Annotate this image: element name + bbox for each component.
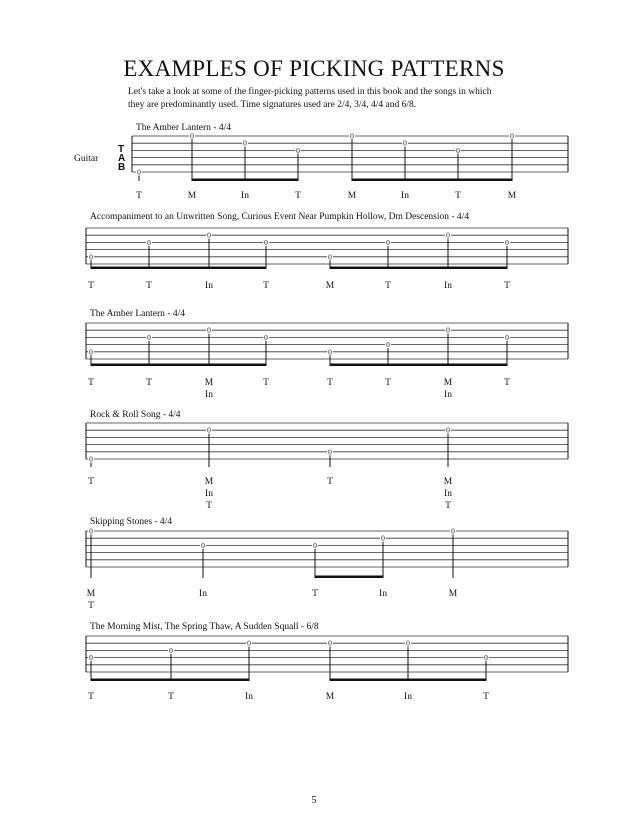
finger-label: M <box>86 589 96 599</box>
finger-label: T <box>445 501 451 511</box>
finger-label: M <box>325 692 335 702</box>
finger-label: T <box>385 378 391 388</box>
finger-label: In <box>199 589 207 599</box>
finger-label: T <box>88 477 94 487</box>
tab-letter-t: T <box>118 144 125 155</box>
fret-number: 0 <box>328 347 332 357</box>
finger-label: In <box>444 390 452 400</box>
finger-label: M <box>448 589 458 599</box>
fret-number: 0 <box>328 447 332 457</box>
fret-number: 0 <box>201 540 205 550</box>
fret-number: 0 <box>328 252 332 262</box>
finger-label: T <box>88 601 94 611</box>
fret-number: 0 <box>505 237 509 247</box>
fret-number: 0 <box>510 131 514 141</box>
finger-label: T <box>385 281 391 291</box>
finger-label: T <box>295 191 301 201</box>
fret-number: 0 <box>313 540 317 550</box>
finger-label: In <box>379 589 387 599</box>
fret-number: 0 <box>403 138 407 148</box>
finger-label: In <box>205 281 213 291</box>
finger-label: M <box>204 378 214 388</box>
finger-label: T <box>146 378 152 388</box>
fret-number: 0 <box>446 425 450 435</box>
fret-number: 0 <box>89 454 93 464</box>
finger-label: In <box>205 489 213 499</box>
fret-number: 0 <box>247 638 251 648</box>
finger-label: T <box>504 281 510 291</box>
finger-label: T <box>312 589 318 599</box>
finger-label: T <box>327 378 333 388</box>
example-label: Rock & Roll Song - 4/4 <box>90 410 181 420</box>
finger-label: M <box>204 477 214 487</box>
finger-label: In <box>241 191 249 201</box>
finger-label: T <box>263 378 269 388</box>
fret-number: 0 <box>406 638 410 648</box>
finger-label: T <box>263 281 269 291</box>
finger-label: T <box>206 501 212 511</box>
finger-label: M <box>507 191 517 201</box>
fret-number: 0 <box>89 526 93 536</box>
finger-label: T <box>136 191 142 201</box>
fret-number: 0 <box>451 526 455 536</box>
fret-number: 0 <box>169 645 173 655</box>
fret-number: 0 <box>89 252 93 262</box>
fret-number: 0 <box>446 325 450 335</box>
finger-label: T <box>504 378 510 388</box>
finger-label: T <box>88 281 94 291</box>
finger-label: M <box>347 191 357 201</box>
fret-number: 0 <box>89 347 93 357</box>
beam <box>352 179 512 182</box>
finger-label: In <box>205 390 213 400</box>
beam <box>192 179 298 182</box>
tab-letter-a: A <box>118 153 126 164</box>
fret-number: 0 <box>264 237 268 247</box>
example-label: The Morning Mist, The Spring Thaw, A Sudden Squall - 6/8 <box>90 622 319 632</box>
example-label: The Amber Lantern - 4/4 <box>136 123 231 133</box>
fret-number: 0 <box>207 425 211 435</box>
finger-label: M <box>443 477 453 487</box>
finger-label: T <box>88 692 94 702</box>
fret-number: 0 <box>207 325 211 335</box>
finger-label: In <box>245 692 253 702</box>
tab-letter-b: B <box>118 162 126 173</box>
fret-number: 0 <box>381 533 385 543</box>
fret-number: 0 <box>446 230 450 240</box>
page-number: 5 <box>311 795 317 806</box>
fret-number: 0 <box>89 653 93 663</box>
beam <box>91 364 266 367</box>
fret-number: 0 <box>386 340 390 350</box>
fret-number: 0 <box>350 131 354 141</box>
finger-label: M <box>187 191 197 201</box>
beam <box>330 267 507 270</box>
finger-label: M <box>325 281 335 291</box>
fret-number: 0 <box>243 138 247 148</box>
fret-number: 0 <box>264 332 268 342</box>
finger-label: T <box>168 692 174 702</box>
example-label: Skipping Stones - 4/4 <box>90 517 173 527</box>
beam <box>91 679 249 682</box>
example-label: Accompaniment to an Unwritten Song, Curious Event Near Pumpkin Hollow, Dm Descension - 4/4 <box>90 212 470 222</box>
beam <box>330 364 507 367</box>
beam <box>91 267 266 270</box>
fret-number: 0 <box>147 237 151 247</box>
intro-line-1: Let's take a look at some of the finger-picking patterns used in this book and the songs in which <box>128 87 492 97</box>
finger-label: In <box>444 281 452 291</box>
intro-line-2: they are predominantly used. Time signatures used are 2/4, 3/4, 4/4 and 6/8. <box>128 100 417 110</box>
finger-label: T <box>455 191 461 201</box>
fret-number: 0 <box>484 653 488 663</box>
fret-number: 0 <box>296 145 300 155</box>
finger-label: In <box>404 692 412 702</box>
finger-label: T <box>327 477 333 487</box>
fret-number: 0 <box>386 237 390 247</box>
finger-label: In <box>444 489 452 499</box>
fret-number: 0 <box>147 332 151 342</box>
page-title: EXAMPLES OF PICKING PATTERNS <box>123 56 505 81</box>
finger-label: T <box>88 378 94 388</box>
fret-number: 0 <box>190 131 194 141</box>
fret-number: 0 <box>328 638 332 648</box>
example-label: The Amber Lantern - 4/4 <box>90 309 185 319</box>
finger-label: In <box>401 191 409 201</box>
finger-label: M <box>443 378 453 388</box>
beam <box>330 679 486 682</box>
fret-number: 0 <box>207 230 211 240</box>
finger-label: T <box>146 281 152 291</box>
beam <box>315 576 383 579</box>
finger-label: T <box>483 692 489 702</box>
fret-number: 0 <box>137 167 141 177</box>
fret-number: 0 <box>456 145 460 155</box>
fret-number: 0 <box>505 332 509 342</box>
instrument-label: Guitar <box>74 154 99 164</box>
